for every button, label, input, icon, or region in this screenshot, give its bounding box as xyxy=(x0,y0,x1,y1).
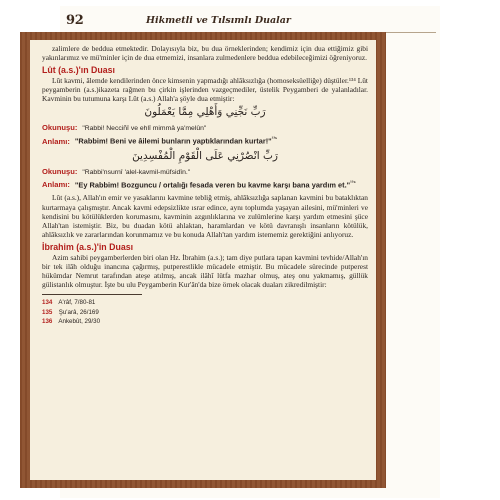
footnote-number: 135 xyxy=(42,308,53,316)
reading-line-1 xyxy=(42,123,368,134)
meaning-text-2: "Ey Rabbim! Bozguncu / ortalığı fesada veren bu kavme karşı bana yardım et." xyxy=(74,180,351,190)
footnote-reference: Ankebût, 29/30 xyxy=(58,318,101,326)
footnote-136 xyxy=(42,317,368,327)
section-heading-ibrahim: İbrahim (a.s.)'in Duası xyxy=(42,241,134,252)
text-panel xyxy=(30,40,376,480)
section-heading-lut: Lût (a.s.)'ın Duası xyxy=(42,65,115,76)
reading-label-1: Okunuşu: xyxy=(42,123,78,133)
arabic-verse-2: رَبِّ انْصُرْنِي عَلَى الْقَوْمِ الْمُفْسِدِينَ xyxy=(132,149,278,162)
meaning-label-2: Anlamı: xyxy=(42,180,70,190)
reading-text-2: "Rabbi'nsurnî 'alel-kavmil-müfsidîn." xyxy=(82,168,191,176)
page-number: 92 xyxy=(66,13,84,28)
footnote-reference: A'râf, 7/80-81 xyxy=(58,299,96,307)
footnote-ref-136: ¹³⁶ xyxy=(350,179,356,186)
page-content xyxy=(42,44,368,476)
footnote-135 xyxy=(42,308,368,318)
footnote-number: 134 xyxy=(42,299,53,307)
meaning-line-2 xyxy=(42,178,368,190)
footnote-rule xyxy=(42,294,142,295)
footnote-reference: Şu'arâ, 26/169 xyxy=(58,308,99,316)
reading-label-2: Okunuşu: xyxy=(42,166,78,176)
running-title: Hikmetli ve Tılsımlı Dualar xyxy=(146,15,291,26)
ibrahim-paragraph: Azim sahibi peygamberlerden biri olan Hz. İbrahim (a.s.); tam diye putlara tapan kavmini tevhide/Allah'ın bir tek ilâh olduğu inancına çağırmış, putperestlikle mücadele etmiştir. Bu mücadele sürecinde putperest hükümdar Nemrut tarafından ateşe atılmış, ancak ilâhî lütfa mazhar olmuş, ateş onu yakmamış, güllük gülistanlık olmuştur. İşte bu ulu Peygamberin Kur'ân'da bize örnek olacak duaları zikredilmiştir: xyxy=(42,252,368,290)
meaning-text-1: "Rabbim! Beni ve âilemi bunların yaptıklarından kurtar!" xyxy=(74,136,272,146)
footnote-ref-135: ¹³⁵ xyxy=(271,136,278,143)
reading-line-2 xyxy=(42,167,368,178)
meaning-line-1 xyxy=(42,134,368,146)
lut-paragraph-2: Lût (a.s.), Allah'ın emir ve yasaklarını kavmine tebliğ etmiş, ahlâksızlığa saplanan kavmini bu bataklıktan kurtarmaya çalışmıştır. Ancak kavmi edepsizlikte ısrar edince, aynı toplumda yaşayan ailesini, mü'minleri ve kendisini bu kötülüklerden korumasını, kavminin azgınlıklarına ve zulümlerine karşı yardım etmesini şüce Allah'tan istemiştir. Biz, bu duadan kötü ahlaktan, haramlardan ve kötü davranışlı insanların kötülük, ahlâksızlık ve zararlarından korunmamız ve bu konuda Allah'tan yardım istememiz gerektiğini anlıyoruz. xyxy=(42,193,368,239)
footnote-number: 136 xyxy=(42,318,53,326)
footnote-134 xyxy=(42,298,368,308)
arabic-verse-1: رَبِّ نَجِّنِي وَأَهْلِي مِمَّا يَعْمَلُونَ xyxy=(144,106,266,119)
decorative-frame xyxy=(20,32,386,488)
intro-paragraph: zalimlere de beddua etmektedir. Dolayısıyla biz, bu dua örneklerinden; kendimiz için dua ettiğimiz gibi yakınlarımız ve mü'minler için de dua etmemizi, insanlara zulmedenlere beddua edebileceğimizi öğreniyoruz. xyxy=(42,44,368,63)
reading-text-1: "Rabbi! Necciñî ve ehlî mimmâ ya'melûn" xyxy=(82,125,207,133)
meaning-label-1: Anlamı: xyxy=(42,136,70,146)
lut-paragraph: Lût kavmi, âlemde kendilerinden önce kimsenin yapmadığı ahlâksızlığa (homoseksüelliğe) düştüler.¹³⁴ Lût peygamberin (a.s.)ikazeta rağmen bu çirkin işlerinden vazgeçmediler, üstelik Peygamberi de yalanladılar. Kavminin bu tutumuna karşı Lût (a.s.) Allah'a şöyle dua etmiştir: xyxy=(42,76,368,104)
